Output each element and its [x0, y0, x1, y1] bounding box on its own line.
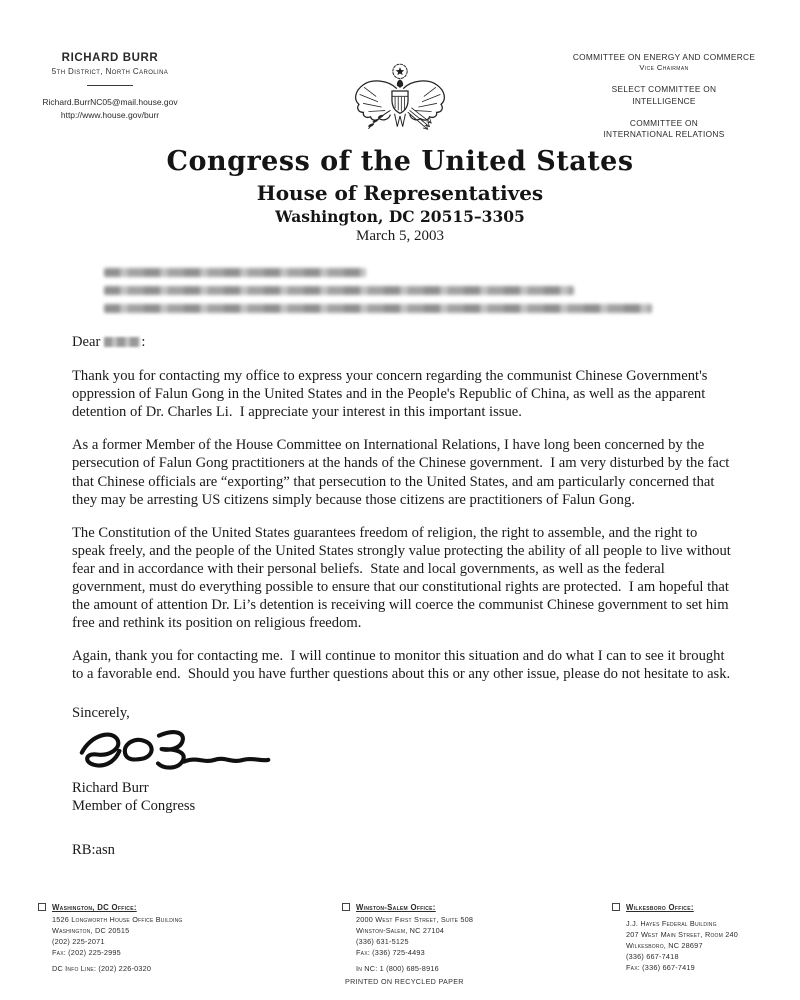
office-address-line: 2000 West First Street, Suite 508	[356, 915, 474, 924]
office-wilkesboro	[612, 903, 797, 974]
office-building: J.J. Hayes Federal Building	[626, 919, 717, 928]
office-phone: (336) 667-7418	[626, 951, 679, 961]
closing: Sincerely,	[72, 704, 130, 721]
checkbox-icon	[342, 903, 350, 911]
letterhead-subtitle: House of Representatives	[256, 181, 544, 205]
office-winston-salem	[342, 903, 604, 973]
committee-intelligence	[556, 84, 772, 106]
office-washington	[38, 903, 323, 973]
office-address-line: Washington, DC 20515	[52, 925, 130, 935]
footer-offices	[0, 903, 800, 995]
reference-initials: RB:asn	[72, 841, 115, 858]
letterhead-title: Congress of the United States	[166, 146, 634, 177]
office-fax: Fax: (202) 225-2995	[52, 947, 121, 957]
committees-block	[556, 52, 772, 151]
salutation-suffix: :	[141, 334, 146, 350]
office-address-line: Wilkesboro, NC 28697	[626, 940, 703, 950]
letter-paragraph: The Constitution of the United States guarantees freedom of religion, the right to assemble, and the right to speak freely, and the people of the United States strongly value protecting the ability of all people to live without fear and in accordance with their personal beliefs. State and local governments, as well as the federal government, must do everything possible to ensure that our constitutional rights are protected. I am hopeful that the amount of attention Dr. Li’s detention is receiving will coerce the communist Chinese government to set him free and rethink its position on religious freedom.	[72, 524, 735, 632]
committee-name: INTERNATIONAL RELATIONS	[603, 129, 725, 139]
office-address-line: Winston-Salem, NC 27104	[356, 925, 445, 935]
committee-name: COMMITTEE ON	[629, 117, 699, 128]
congress-seal-icon	[342, 60, 458, 151]
office-info-line: DC Info Line: (202) 226-0320	[52, 963, 152, 973]
redacted-address-line	[104, 268, 366, 277]
redacted-address-line	[104, 304, 652, 313]
handwritten-signature	[68, 724, 734, 781]
office-address-line: 1526 Longworth House Office Building	[52, 915, 183, 924]
office-title: Wilkesboro Office:	[626, 903, 694, 912]
letterhead-address: Washington, DC 20515–3305	[275, 207, 525, 226]
salutation-redacted-name	[104, 337, 140, 347]
office-fax: Fax: (336) 725-4493	[356, 947, 425, 957]
recipient-address-redacted	[104, 268, 734, 313]
office-info-line: In NC: 1 (800) 685-8916	[356, 963, 439, 973]
committee-name: SELECT COMMITTEE ON	[611, 84, 717, 95]
office-phone: (336) 631-5125	[356, 936, 409, 946]
letter-body	[72, 264, 734, 859]
office-address-line: 207 West Main Street, Room 240	[626, 929, 739, 939]
member-district: 5th District, North Carolina	[51, 67, 169, 76]
office-fax: Fax: (336) 667-7419	[626, 962, 695, 972]
checkbox-icon	[38, 903, 46, 911]
recycled-paper-note: PRINTED ON RECYCLED PAPER	[345, 977, 464, 986]
letter-paragraph: Thank you for contacting my office to express your concern regarding the communist Chinese Government's oppression of Falun Gong in the United States and in the People's Republic of China, as well as the apparent detention of Dr. Charles Li. I appreciate your interest in this important issue.	[72, 368, 712, 421]
member-name: RICHARD BURR	[61, 52, 159, 64]
divider	[87, 85, 133, 86]
office-title: Washington, DC Office:	[52, 903, 137, 912]
signer-title: Member of Congress	[72, 797, 196, 814]
committee-name: INTELLIGENCE	[632, 95, 696, 106]
member-contact-block	[26, 52, 194, 122]
salutation-prefix: Dear	[72, 334, 101, 350]
letter-paragraph: Again, thank you for contacting me. I will continue to monitor this situation and do what I can to see it brought to a favorable end. Should you have further questions about this or any other issue, please do not hesitate to ask.	[72, 648, 731, 683]
committee-role: Vice Chairman	[639, 63, 689, 73]
redacted-address-line	[104, 286, 574, 295]
salutation	[72, 333, 734, 351]
signer-name: Richard Burr	[72, 779, 149, 796]
letter-date: March 5, 2003	[356, 228, 444, 244]
member-website: http://www.house.gov/burr	[60, 110, 160, 121]
committee-international-relations	[556, 118, 772, 140]
office-phone: (202) 225-2071	[52, 936, 105, 946]
member-email: Richard.BurrNC05@mail.house.gov	[42, 97, 178, 107]
committee-energy-commerce	[556, 52, 772, 73]
letter-paragraph: As a former Member of the House Committee on International Relations, I have long been concerned by the persecution of Falun Gong practitioners at the hands of the Chinese government. I am very disturbed by the fact that Chinese officials are “exporting” that persecution to the United States, and am particularly concerned that they may be arresting US citizens simply because those citizens are practitioners of Falun Gong.	[72, 437, 734, 508]
committee-name: COMMITTEE ON ENERGY AND COMMERCE	[572, 52, 756, 62]
office-title: Winston-Salem Office:	[356, 903, 436, 912]
checkbox-icon	[612, 903, 620, 911]
